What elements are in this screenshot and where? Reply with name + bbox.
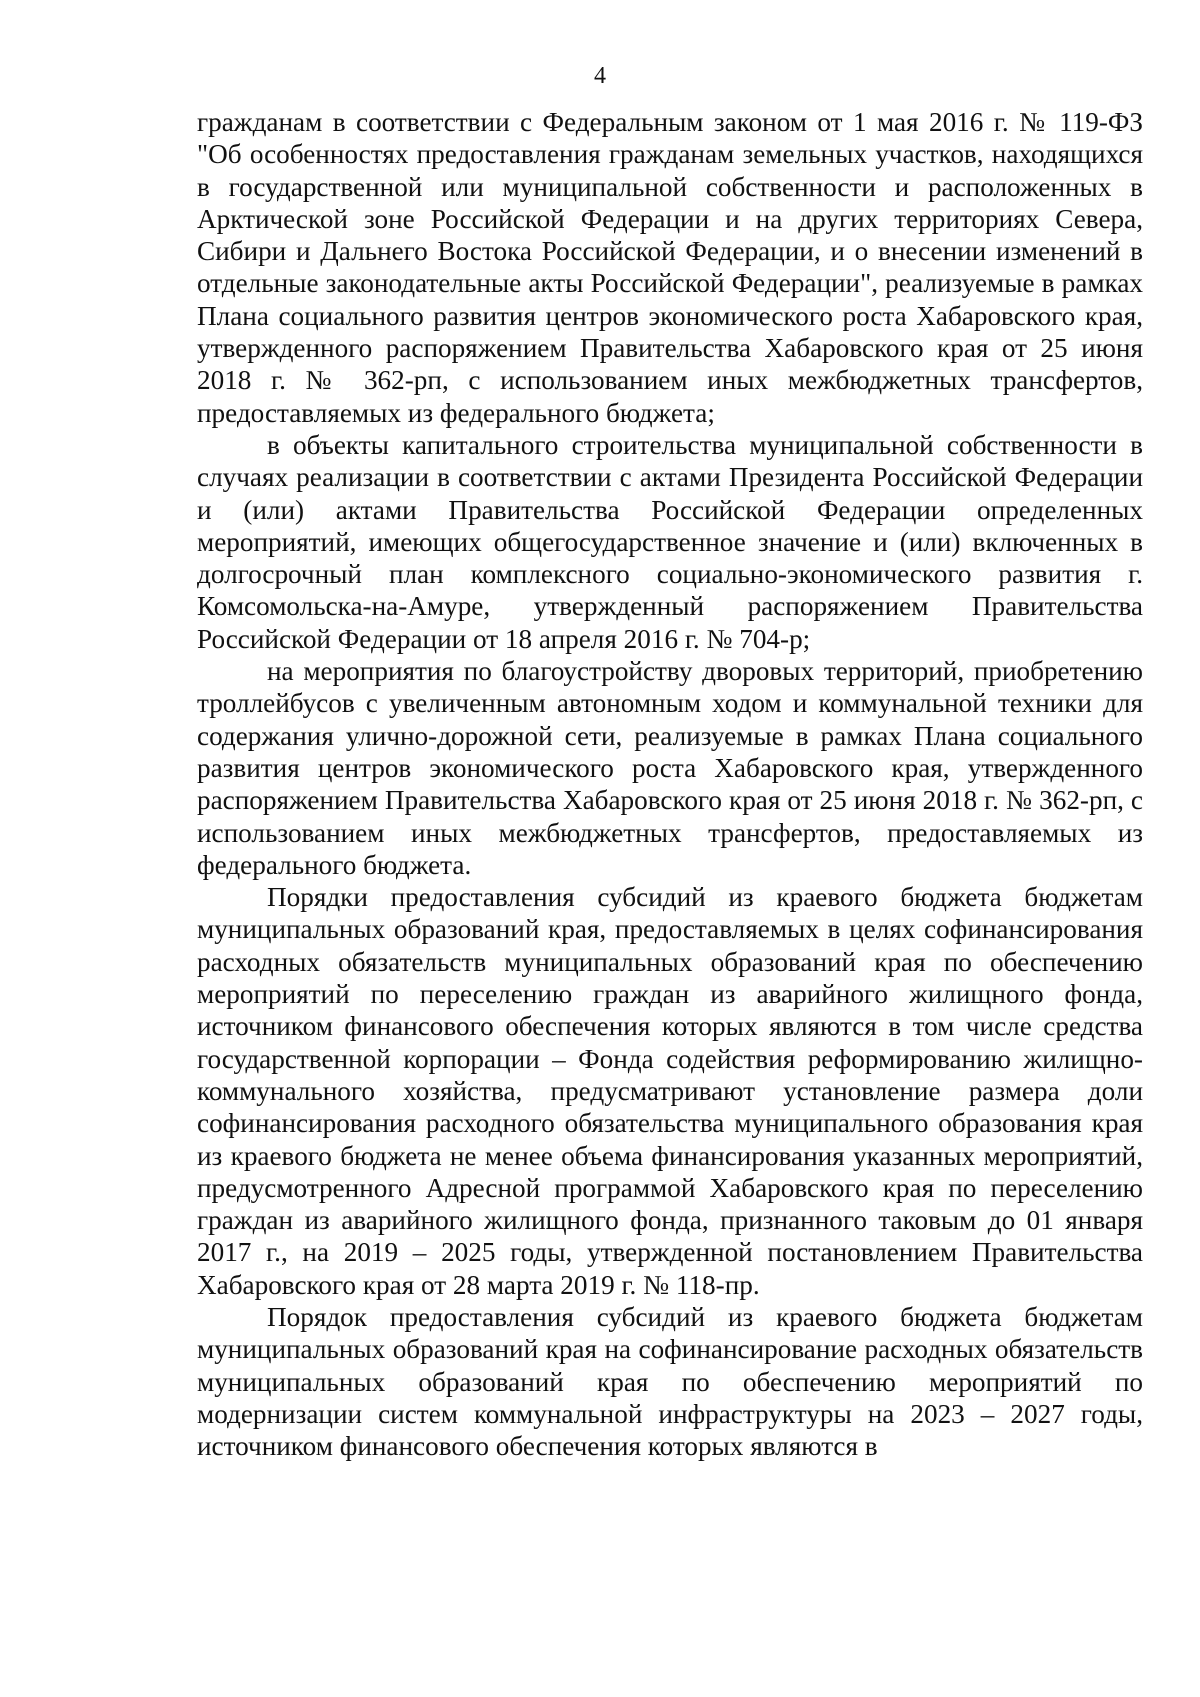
- paragraph-utility-modernization: Порядок предоставления субсидий из краевого бюджета бюджетам муниципальных образований края на софинансирование расходных обязательств муниципальных образований края по обеспечению мероприятий по модернизации систем коммунальной инфраструктуры на 2023 – 2027 годы, источником финансового обеспечения которых являются в: [197, 1301, 1143, 1462]
- page-number: 4: [594, 63, 606, 89]
- document-body: [197, 106, 1143, 1462]
- paragraph-resettlement-subsidies: Порядки предоставления субсидий из краевого бюджета бюджетам муниципальных образований края, предоставляемых в целях софинансирования расходных обязательств муниципальных образований края по обеспечению мероприятий по переселению граждан из аварийного жилищного фонда, источником финансового обеспечения которых являются в том числе средства государственной корпорации – Фонда содействия реформированию жилищно-коммунального хозяйства, предусматривают установление размера доли софинансирования расходного обязательства муниципального образования края из краевого бюджета не менее объема финансирования указанных мероприятий, предусмотренного Адресной программой Хабаровского края по переселению граждан из аварийного жилищного фонда, признанного таковым до 01 января 2017 г., на 2019 – 2025 годы, утвержденной постановлением Правительства Хабаровского края от 28 марта 2019 г. № 118-пр.: [197, 882, 1143, 1300]
- paragraph-capital-construction: в объекты капитального строительства муниципальной собственности в случаях реализации в соответствии с актами Президента Российской Федерации и (или) актами Правительства Российской Федерации определенных мероприятий, имеющих общегосударственное значение и (или) включенных в долгосрочный план комплексного социально-экономического развития г. Комсомольска-на-Амуре, утвержденный распоряжением Правительства Российской Федерации от 18 апреля 2016 г. № 704-р;: [197, 429, 1143, 654]
- paragraph-improvement-measures: на мероприятия по благоустройству дворовых территорий, приобретению троллейбусов с увеличенным автономным ходом и коммунальной техники для содержания улично-дорожной сети, реализуемые в рамках Плана социального развития центров экономического роста Хабаровского края, утвержденного распоряжением Правительства Хабаровского края от 25 июня 2018 г. № 362-рп, с использованием иных межбюджетных трансфертов, предоставляемых из федерального бюджета.: [197, 656, 1143, 880]
- paragraph-continuation: гражданам в соответствии с Федеральным законом от 1 мая 2016 г. № 119-ФЗ "Об особенностях предоставления гражданам земельных участков, находящихся в государственной или муниципальной собственности и расположенных в Арктической зоне Российской Федерации и на других территориях Севера, Сибири и Дальнего Востока Российской Федерации, и о внесении изменений в отдельные законодательные акты Российской Федерации", реализуемые в рамках Плана социального развития центров экономического роста Хабаровского края, утвержденного распоряжением Правительства Хабаровского края от 25 июня 2018 г. № 362-рп, с использованием иных межбюджетных трансфертов, предоставляемых из федерального бюджета;: [197, 107, 1143, 428]
